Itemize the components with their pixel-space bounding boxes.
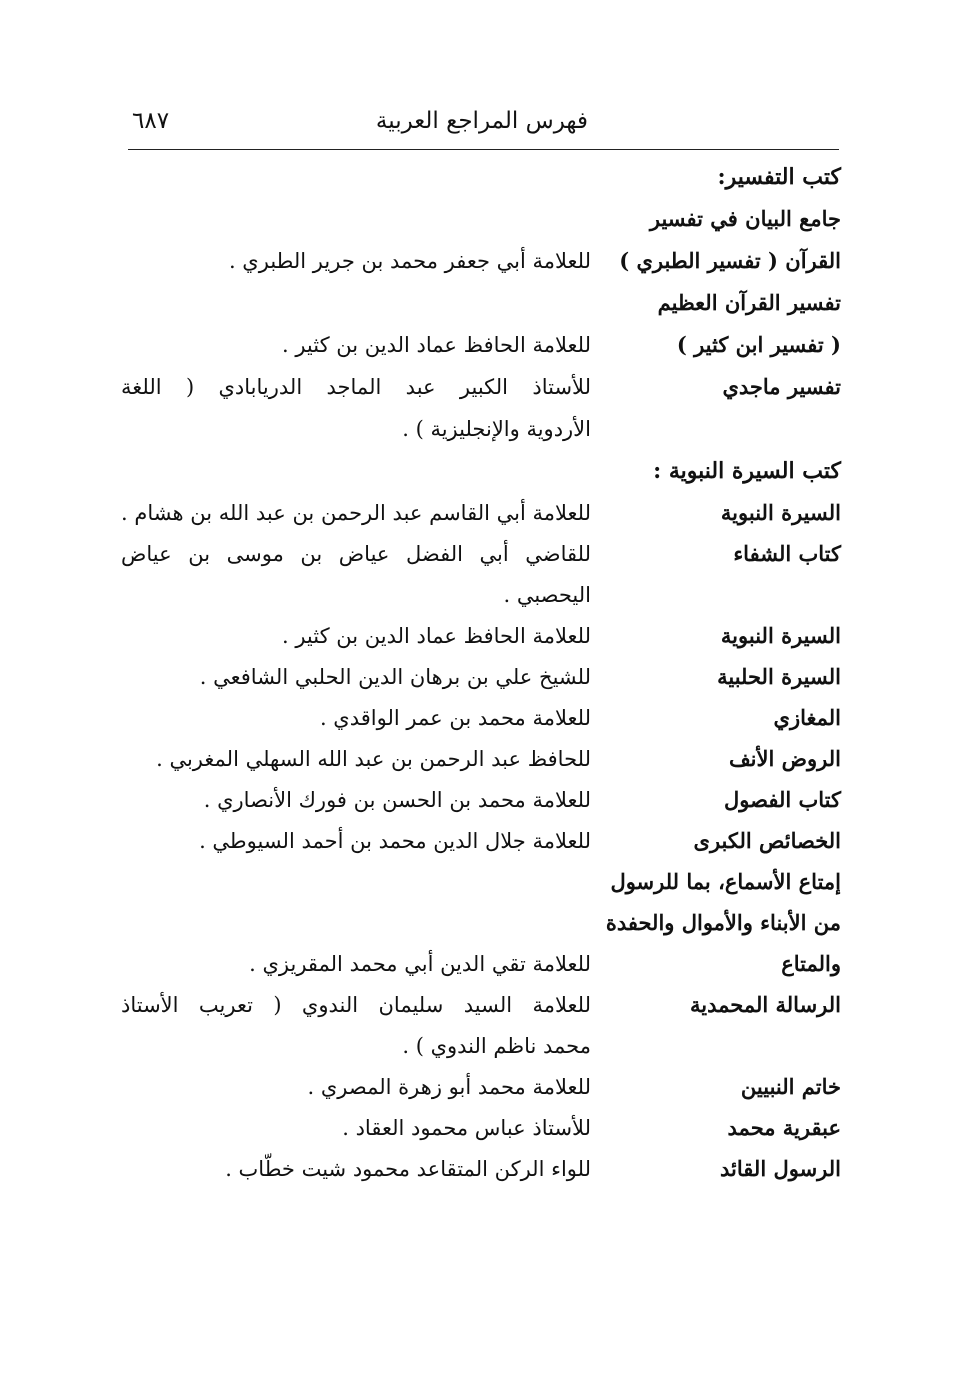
book-title-line: إمتاع الأسماع، بما للرسول <box>610 869 841 894</box>
reference-entry-continued <box>113 574 841 615</box>
author-line: للعلامة تقي الدين أبي محمد المقريزي . <box>249 952 591 976</box>
reference-entry <box>113 902 841 943</box>
reference-entry <box>113 861 841 902</box>
book-title-line: الروض الأنف <box>728 746 841 771</box>
section-heading: كتب السيرة النبوية : <box>653 458 841 484</box>
author-line: للقاضي أبي الفضل عياض بن موسى بن عياض <box>121 542 591 566</box>
header-rule <box>128 149 839 150</box>
book-title-line: كتاب الشفاء <box>733 541 841 566</box>
book-title-line: السيرة النبوية <box>720 500 841 525</box>
reference-entry-continued <box>113 408 841 450</box>
book-title-line: خاتم النبيين <box>740 1074 841 1099</box>
reference-entry <box>113 615 841 656</box>
author-line: للعلامة الحافظ عماد الدين بن كثير . <box>281 624 591 648</box>
author-line: للشيخ علي بن برهان الدين الحلبي الشافعي . <box>199 665 591 689</box>
reference-entry <box>113 366 841 408</box>
book-title-line: القرآن ( تفسير الطبري ) <box>619 248 841 273</box>
author-line: للعلامة أبي القاسم عبد الرحمن بن عبد الله بن هشام . <box>121 501 591 525</box>
book-title-line: ( تفسير ابن كثير ) <box>676 332 841 357</box>
references-list <box>113 156 841 1189</box>
author-line: للعلامة جلال الدين محمد بن أحمد السيوطي . <box>199 829 591 853</box>
reference-entry <box>113 492 841 533</box>
author-line: الأردوية والإنجليزية ) . <box>402 417 591 441</box>
reference-entry <box>113 656 841 697</box>
book-title-line: من الأبناء والأموال والحفدة <box>605 910 841 935</box>
book-title-line: السيرة الحلبية <box>717 664 841 689</box>
page-number: ٦٨٧ <box>132 108 170 134</box>
reference-entry <box>113 1107 841 1148</box>
reference-entry <box>113 697 841 738</box>
reference-entry-continued <box>113 1025 841 1066</box>
page-header <box>128 108 838 148</box>
book-title-line: تفسير ماجدي <box>722 374 841 399</box>
book-title-line: السيرة النبوية <box>720 623 841 648</box>
author-line: للأستاذ الكبير عبد الماجد الدريابادي ( اللغة <box>121 375 591 399</box>
author-line: للعلامة محمد بن عمر الواقدي . <box>319 706 591 730</box>
author-line: للعلامة محمد بن الحسن بن فورك الأنصاري . <box>203 788 591 812</box>
book-title-line: جامع البيان في تفسير <box>649 206 841 231</box>
reference-entry <box>113 324 841 366</box>
author-line: للواء الركن المتقاعد محمود شيت خطّاب . <box>225 1157 591 1181</box>
book-title-line: الرسول القائد <box>720 1156 841 1181</box>
author-line: للعلامة الحافظ عماد الدين بن كثير . <box>281 333 591 357</box>
reference-entry <box>113 282 841 324</box>
reference-entry <box>113 738 841 779</box>
author-line: للعلامة أبي جعفر محمد بن جرير الطبري . <box>228 249 591 273</box>
author-line: للحافظ عبد الرحمن بن عبد الله السهلي المغربي . <box>156 747 591 771</box>
reference-entry <box>113 198 841 240</box>
book-title-line: تفسير القرآن العظيم <box>657 290 841 315</box>
book-title-line: والمتاع <box>781 951 841 976</box>
reference-entry <box>113 240 841 282</box>
author-line: اليحصبي . <box>503 583 591 607</box>
author-line: محمد ناظم الندوي ) . <box>402 1034 591 1058</box>
reference-entry <box>113 533 841 574</box>
reference-entry <box>113 779 841 820</box>
reference-entry <box>113 1148 841 1189</box>
reference-entry <box>113 1066 841 1107</box>
author-line: للعلامة محمد أبو زهرة المصري . <box>307 1075 591 1099</box>
book-title-line: الخصائص الكبرى <box>693 828 841 853</box>
running-title: فهرس المراجع العربية <box>375 108 588 134</box>
section-heading: كتب التفسير: <box>717 164 841 190</box>
author-line: للأستاذ عباس محمود العقاد . <box>342 1116 591 1140</box>
author-line: للعلامة السيد سليمان الندوي ( تعريب الأستاذ <box>121 993 591 1017</box>
book-title-line: كتاب الفصول <box>724 787 841 812</box>
book-title-line: عبقرية محمد <box>727 1115 841 1140</box>
book-title-line: الرسالة المحمدية <box>690 992 841 1017</box>
reference-entry <box>113 984 841 1025</box>
reference-entry <box>113 943 841 984</box>
book-title-line: المغازي <box>773 705 841 730</box>
reference-entry <box>113 820 841 861</box>
